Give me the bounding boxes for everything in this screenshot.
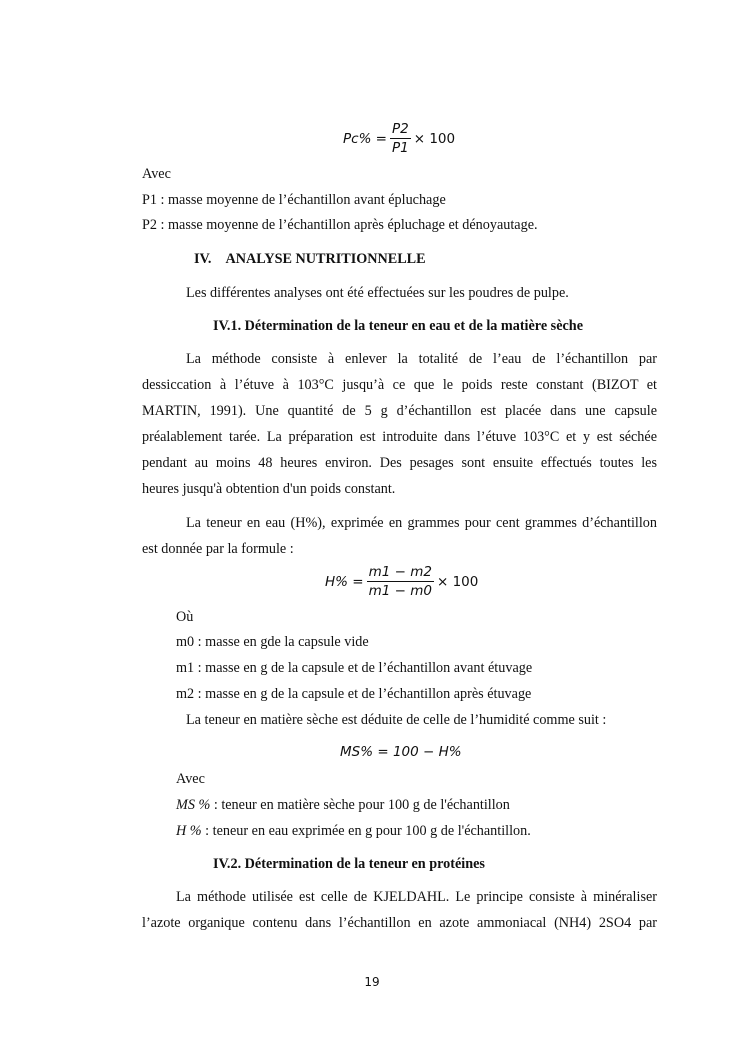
para1-line-5: pendant au moins 48 heures environ. Des pesages sont ensuite effectués toutes les: [142, 455, 657, 471]
formula-h-tail: × 100: [436, 573, 479, 590]
ms-term-text: : teneur en matière sèche pour 100 g de l'échantillon: [210, 797, 510, 813]
ms-definition: [176, 796, 510, 814]
para1-line-2: dessiccation à l’étuve à 103°C jusqu’à ce que le poids reste constant (BIZOT et: [142, 377, 657, 393]
intro-paragraph: Les différentes analyses ont été effectuées sur les poudres de pulpe.: [186, 285, 569, 301]
m0-definition: m0 : masse en gde la capsule vide: [176, 634, 369, 650]
para1-line-6: heures jusqu'à obtention d'un poids constant.: [142, 481, 396, 497]
para1-line-4: préalablement tarée. La préparation est introduite dans l’étuve 103°C et y est séchée: [142, 429, 657, 445]
formula-h: [325, 563, 478, 600]
para3-line-1: La méthode utilisée est celle de KJELDAHL. Le principe consiste à minéraliser: [176, 889, 657, 905]
section-iv-title: ANALYSE NUTRITIONNELLE: [225, 251, 426, 267]
formula-h-numerator: m1 − m2: [368, 564, 432, 580]
p2-definition: P2 : masse moyenne de l’échantillon après épluchage et dénoyautage.: [142, 217, 538, 233]
formula-pc-denominator: P1: [392, 140, 409, 156]
formula-pc: [343, 120, 455, 157]
formula-h-fraction: [367, 563, 434, 600]
formula-pc-tail: × 100: [413, 130, 456, 147]
section-iv1-heading: IV.1. Détermination de la teneur en eau et de la matière sèche: [213, 318, 583, 334]
page-number: 19: [364, 975, 380, 989]
formula-h-denominator: m1 − m0: [368, 583, 432, 599]
section-iv2-heading: IV.2. Détermination de la teneur en protéines: [213, 856, 485, 872]
ms-term: MS %: [176, 797, 211, 813]
m2-definition: m2 : masse en g de la capsule et de l’échantillon après étuvage: [176, 686, 532, 702]
ms-intro: La teneur en matière sèche est déduite de celle de l’humidité comme suit :: [186, 712, 607, 728]
para2-line-2: est donnée par la formule :: [142, 541, 294, 557]
section-iv-heading: [194, 250, 426, 268]
h-term: H %: [176, 823, 202, 839]
formula-pc-numerator: P2: [392, 121, 409, 137]
section-iv-number: IV.: [194, 251, 212, 267]
para2-line-1: La teneur en eau (H%), exprimée en grammes pour cent grammes d’échantillon: [186, 515, 657, 531]
avec-label-1: Avec: [142, 166, 171, 182]
para3-line-2: l’azote organique contenu dans l’échantillon en azote ammoniacal (NH4) 2SO4 par: [142, 915, 657, 931]
para1-line-3: MARTIN, 1991). Une quantité de 5 g d’échantillon est placée dans une capsule: [142, 403, 657, 419]
formula-pc-fraction: [390, 120, 411, 157]
formula-pc-lhs: Pc% =: [343, 130, 387, 147]
formula-ms: MS% = 100 − H%: [340, 744, 462, 760]
ou-label: Où: [176, 609, 194, 625]
formula-h-lhs: H% =: [325, 573, 364, 590]
p1-definition: P1 : masse moyenne de l’échantillon avant épluchage: [142, 192, 446, 208]
avec-label-2: Avec: [176, 771, 205, 787]
para1-line-1: La méthode consiste à enlever la totalité de l’eau de l’échantillon par: [186, 351, 657, 367]
m1-definition: m1 : masse en g de la capsule et de l’échantillon avant étuvage: [176, 660, 533, 676]
h-term-text: : teneur en eau exprimée en g pour 100 g de l'échantillon.: [201, 823, 531, 839]
h-definition: [176, 822, 531, 840]
